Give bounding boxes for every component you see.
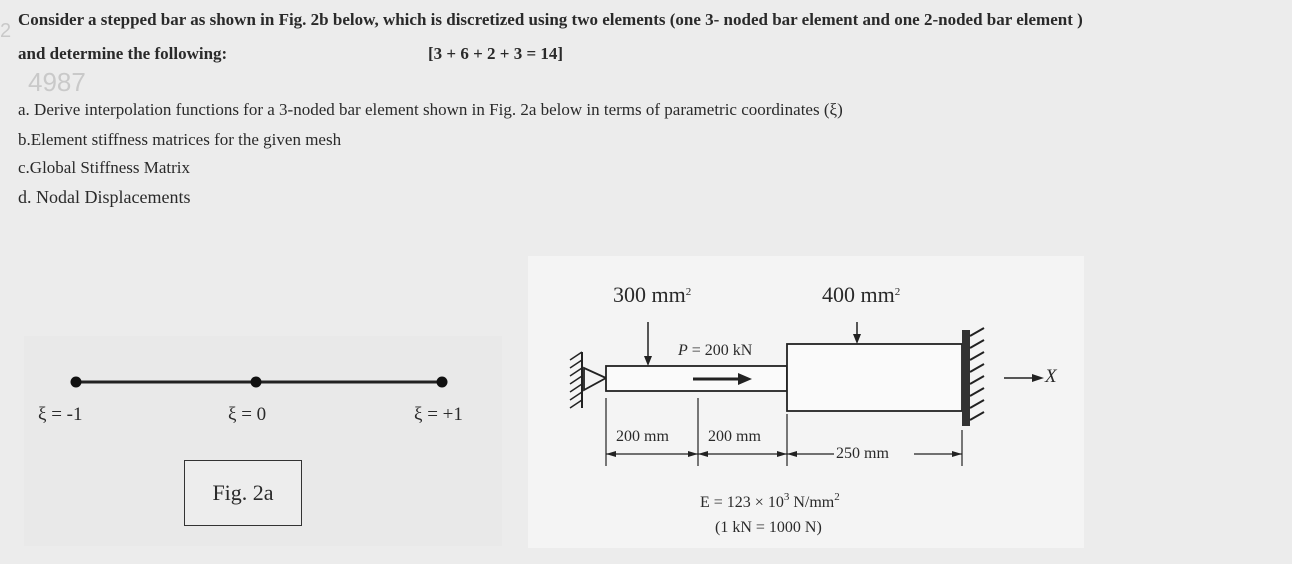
area-label-400: 400 $mm^2$: [822, 282, 901, 307]
area-label-300: 300 $mm^2$: [613, 282, 692, 307]
left-fixed-support: [570, 352, 606, 408]
x-axis-arrow: [1004, 374, 1044, 382]
part-c: c.Global Stiffness Matrix: [18, 158, 191, 177]
part-d: d. Nodal Displacements: [18, 187, 191, 207]
faint-watermark-mark: 4987: [28, 67, 86, 97]
question-text-line-1: Consider a stepped bar as shown in Fig. 2b below, which is discretized using two elements (one 3- noded bar element and one 2-noded bar element ): [18, 10, 1083, 29]
x-axis-label: X: [1045, 366, 1057, 387]
dimension-label-1: 200 mm: [616, 428, 669, 445]
part-b: b.Element stiffness matrices for the given mesh: [18, 130, 342, 149]
part-a: a. Derive interpolation functions for a 3-noded bar element shown in Fig. 2a below in terms of parametric coordinates (ξ): [18, 100, 843, 119]
bar-segment-400mm2: [787, 344, 962, 411]
load-label: P = 200 kN: [678, 342, 753, 359]
right-fixed-support: [962, 328, 984, 426]
faint-watermark-mark: 2: [0, 20, 12, 42]
elastic-modulus-label: $E = 123 \times 10^3$ $N/mm^2$: [700, 491, 840, 511]
xi-zero-label: ξ = 0: [228, 404, 267, 425]
node-1: [71, 377, 82, 388]
xi-minus-one-label: ξ = -1: [38, 404, 83, 425]
xi-plus-one-label: ξ = +1: [414, 404, 463, 425]
node-3: [437, 377, 448, 388]
dimension-label-3: 250 mm: [836, 445, 889, 462]
node-2: [251, 377, 262, 388]
question-text-line-2: and determine the following:: [18, 44, 228, 63]
unit-conversion-label: (1 kN = 1000 N): [715, 519, 822, 536]
three-node-element: [71, 377, 448, 388]
fig-2a-caption: Fig. 2a: [184, 460, 302, 526]
dimension-label-2: 200 mm: [708, 428, 761, 445]
marks-breakdown: [3 + 6 + 2 + 3 = 14]: [428, 44, 564, 63]
